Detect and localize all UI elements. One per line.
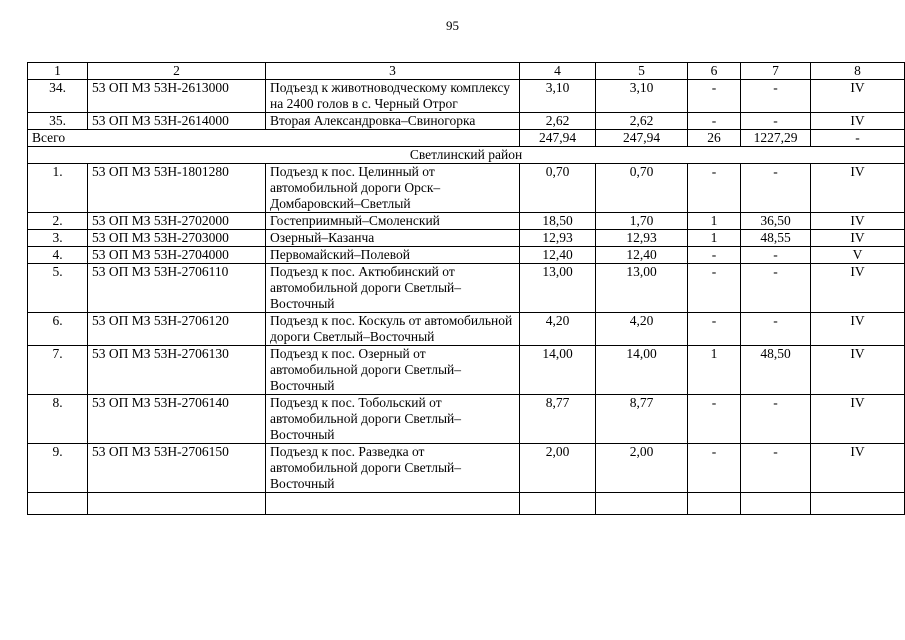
- column-header: 6: [688, 63, 741, 80]
- district-row: [28, 147, 905, 164]
- total-row: [28, 130, 905, 147]
- road-length-2: 4,20: [596, 313, 688, 346]
- blank-cell: [266, 493, 520, 515]
- road-category: IV: [811, 313, 905, 346]
- blank-cell: [520, 493, 596, 515]
- bridge-length: 48,55: [741, 230, 811, 247]
- road-length-2: 12,40: [596, 247, 688, 264]
- row-number: 5.: [28, 264, 88, 313]
- road-category: IV: [811, 164, 905, 213]
- table-row: [28, 264, 905, 313]
- bridge-length: -: [741, 444, 811, 493]
- blank-row: [28, 493, 905, 515]
- row-number: 4.: [28, 247, 88, 264]
- bridge-count: 1: [688, 346, 741, 395]
- table-row: [28, 247, 905, 264]
- blank-cell: [88, 493, 266, 515]
- road-code: 53 ОП МЗ 53Н-2704000: [88, 247, 266, 264]
- row-number: 6.: [28, 313, 88, 346]
- header-row: [28, 63, 905, 80]
- road-code: 53 ОП МЗ 53Н-1801280: [88, 164, 266, 213]
- table-row: [28, 213, 905, 230]
- road-length-2: 12,93: [596, 230, 688, 247]
- total-meters: 1227,29: [741, 130, 811, 147]
- table-row: [28, 346, 905, 395]
- district-title: Светлинский район: [28, 147, 905, 164]
- road-category: IV: [811, 346, 905, 395]
- road-category: IV: [811, 395, 905, 444]
- road-length-2: 13,00: [596, 264, 688, 313]
- total-length: 247,94: [520, 130, 596, 147]
- road-category: IV: [811, 213, 905, 230]
- road-category: V: [811, 247, 905, 264]
- road-name: Подъезд к пос. Разведка от автомобильной дороги Светлый–Восточный: [266, 444, 520, 493]
- road-length: 18,50: [520, 213, 596, 230]
- bridge-length: -: [741, 113, 811, 130]
- road-name: Вторая Александровка–Свиногорка: [266, 113, 520, 130]
- road-length: 2,62: [520, 113, 596, 130]
- table-row: [28, 395, 905, 444]
- bridge-count: -: [688, 313, 741, 346]
- road-length: 3,10: [520, 80, 596, 113]
- bridge-length: -: [741, 80, 811, 113]
- bridge-count: 1: [688, 230, 741, 247]
- table-row: [28, 444, 905, 493]
- road-length: 12,40: [520, 247, 596, 264]
- column-header: 5: [596, 63, 688, 80]
- row-number: 2.: [28, 213, 88, 230]
- road-length-2: 2,62: [596, 113, 688, 130]
- bridge-count: -: [688, 444, 741, 493]
- blank-cell: [596, 493, 688, 515]
- row-number: 35.: [28, 113, 88, 130]
- road-category: IV: [811, 113, 905, 130]
- road-name: Подъезд к пос. Актюбинский от автомобильной дороги Светлый–Восточный: [266, 264, 520, 313]
- column-header: 1: [28, 63, 88, 80]
- rows-previous-district: [28, 80, 905, 130]
- blank-section: [28, 493, 905, 515]
- road-code: 53 ОП МЗ 53Н-2702000: [88, 213, 266, 230]
- table-row: [28, 80, 905, 113]
- column-header: 7: [741, 63, 811, 80]
- bridge-count: 1: [688, 213, 741, 230]
- rows-district: [28, 164, 905, 493]
- road-name: Подъезд к пос. Коскуль от автомобильной дороги Светлый–Восточный: [266, 313, 520, 346]
- row-number: 34.: [28, 80, 88, 113]
- row-number: 1.: [28, 164, 88, 213]
- bridge-length: -: [741, 264, 811, 313]
- row-number: 9.: [28, 444, 88, 493]
- bridge-length: -: [741, 313, 811, 346]
- road-length-2: 14,00: [596, 346, 688, 395]
- bridge-count: -: [688, 80, 741, 113]
- bridge-count: -: [688, 264, 741, 313]
- road-name: Подъезд к пос. Тобольский от автомобильной дороги Светлый–Восточный: [266, 395, 520, 444]
- road-code: 53 ОП МЗ 53Н-2614000: [88, 113, 266, 130]
- road-category: IV: [811, 264, 905, 313]
- bridge-count: -: [688, 247, 741, 264]
- road-name: Подъезд к пос. Целинный от автомобильной дороги Орск–Домбаровский–Светлый: [266, 164, 520, 213]
- road-length-2: 3,10: [596, 80, 688, 113]
- blank-cell: [741, 493, 811, 515]
- road-code: 53 ОП МЗ 53Н-2706120: [88, 313, 266, 346]
- road-name: Первомайский–Полевой: [266, 247, 520, 264]
- road-length: 2,00: [520, 444, 596, 493]
- column-header: 2: [88, 63, 266, 80]
- road-category: IV: [811, 230, 905, 247]
- table-row: [28, 113, 905, 130]
- road-length-2: 8,77: [596, 395, 688, 444]
- road-code: 53 ОП МЗ 53Н-2706110: [88, 264, 266, 313]
- road-length: 8,77: [520, 395, 596, 444]
- road-length: 4,20: [520, 313, 596, 346]
- blank-cell: [688, 493, 741, 515]
- road-length-2: 1,70: [596, 213, 688, 230]
- total-section: [28, 130, 905, 164]
- column-header: 3: [266, 63, 520, 80]
- table-row: [28, 164, 905, 213]
- road-name: Подъезд к животноводческому комплексу на 2400 голов в с. Черный Отрог: [266, 80, 520, 113]
- road-code: 53 ОП МЗ 53Н-2706140: [88, 395, 266, 444]
- bridge-count: -: [688, 164, 741, 213]
- bridge-length: -: [741, 247, 811, 264]
- bridge-length: -: [741, 164, 811, 213]
- road-category: IV: [811, 80, 905, 113]
- row-number: 7.: [28, 346, 88, 395]
- road-length-2: 0,70: [596, 164, 688, 213]
- total-count: 26: [688, 130, 741, 147]
- road-name: Подъезд к пос. Озерный от автомобильной дороги Светлый–Восточный: [266, 346, 520, 395]
- row-number: 3.: [28, 230, 88, 247]
- road-name: Гостеприимный–Смоленский: [266, 213, 520, 230]
- road-code: 53 ОП МЗ 53Н-2706150: [88, 444, 266, 493]
- road-category: IV: [811, 444, 905, 493]
- bridge-length: 36,50: [741, 213, 811, 230]
- bridge-count: -: [688, 395, 741, 444]
- road-registry-table: [27, 62, 905, 515]
- column-header: 4: [520, 63, 596, 80]
- road-length: 12,93: [520, 230, 596, 247]
- table-row: [28, 313, 905, 346]
- total-label: Всего: [28, 130, 520, 147]
- road-length: 14,00: [520, 346, 596, 395]
- blank-cell: [28, 493, 88, 515]
- page-number: 95: [446, 18, 459, 33]
- road-length: 0,70: [520, 164, 596, 213]
- total-category: -: [811, 130, 905, 147]
- road-code: 53 ОП МЗ 53Н-2706130: [88, 346, 266, 395]
- road-code: 53 ОП МЗ 53Н-2613000: [88, 80, 266, 113]
- row-number: 8.: [28, 395, 88, 444]
- road-code: 53 ОП МЗ 53Н-2703000: [88, 230, 266, 247]
- bridge-length: -: [741, 395, 811, 444]
- road-length-2: 2,00: [596, 444, 688, 493]
- blank-cell: [811, 493, 905, 515]
- bridge-count: -: [688, 113, 741, 130]
- column-header: 8: [811, 63, 905, 80]
- bridge-length: 48,50: [741, 346, 811, 395]
- road-length: 13,00: [520, 264, 596, 313]
- total-length-2: 247,94: [596, 130, 688, 147]
- table-row: [28, 230, 905, 247]
- road-name: Озерный–Казанча: [266, 230, 520, 247]
